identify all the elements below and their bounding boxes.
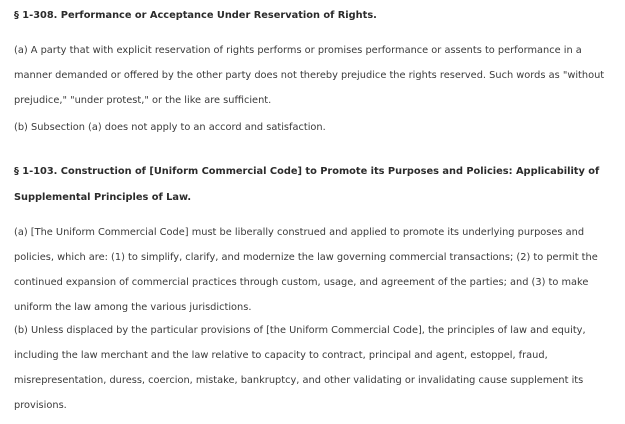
paragraph-line: misrepresentation, duress, coercion, mistake, bankruptcy, and other validating or invalidating cause supplement its [14,375,584,386]
heading-line: Supplemental Principles of Law. [14,192,192,203]
section-1-308-subsection-b [14,115,326,140]
section-1-103-subsection-b [14,318,586,418]
paragraph-line: continued expansion of commercial practices through custom, usage, and agreement of the parties; and (3) to make [14,277,589,288]
heading-line: § 1-103. Construction of [Uniform Commercial Code] to Promote its Purposes and Policies: Applicability of [14,166,600,177]
paragraph-line: uniform the law among the various jurisdictions. [14,302,252,313]
paragraph-line: manner demanded or offered by the other party does not thereby prejudice the rights reserved. Such words as "without [14,70,605,81]
paragraph-line: policies, which are: (1) to simplify, clarify, and modernize the law governing commercial transactions; (2) to permit the [14,252,598,263]
paragraph-line: prejudice," "under protest," or the like are sufficient. [14,95,272,106]
paragraph-line: including the law merchant and the law relative to capacity to contract, principal and agent, estoppel, fraud, [14,350,548,361]
paragraph-line: (a) [The Uniform Commercial Code] must be liberally construed and applied to promote its underlying purposes and [14,227,585,238]
section-heading [14,160,599,210]
section-heading: § 1-308. Performance or Acceptance Under Reservation of Rights. [14,10,377,21]
section-1-103 [14,160,599,210]
section-1-308-subsection-a [14,38,604,113]
paragraph-line: (b) Unless displaced by the particular provisions of [the Uniform Commercial Code], the principles of law and equity, [14,325,586,336]
paragraph-line: (a) A party that with explicit reservation of rights performs or promises performance or assents to performance in a [14,45,582,56]
section-1-308 [14,4,377,28]
paragraph-line: (b) Subsection (a) does not apply to an accord and satisfaction. [14,122,326,133]
paragraph-line: provisions. [14,400,67,411]
section-1-103-subsection-a [14,220,598,320]
